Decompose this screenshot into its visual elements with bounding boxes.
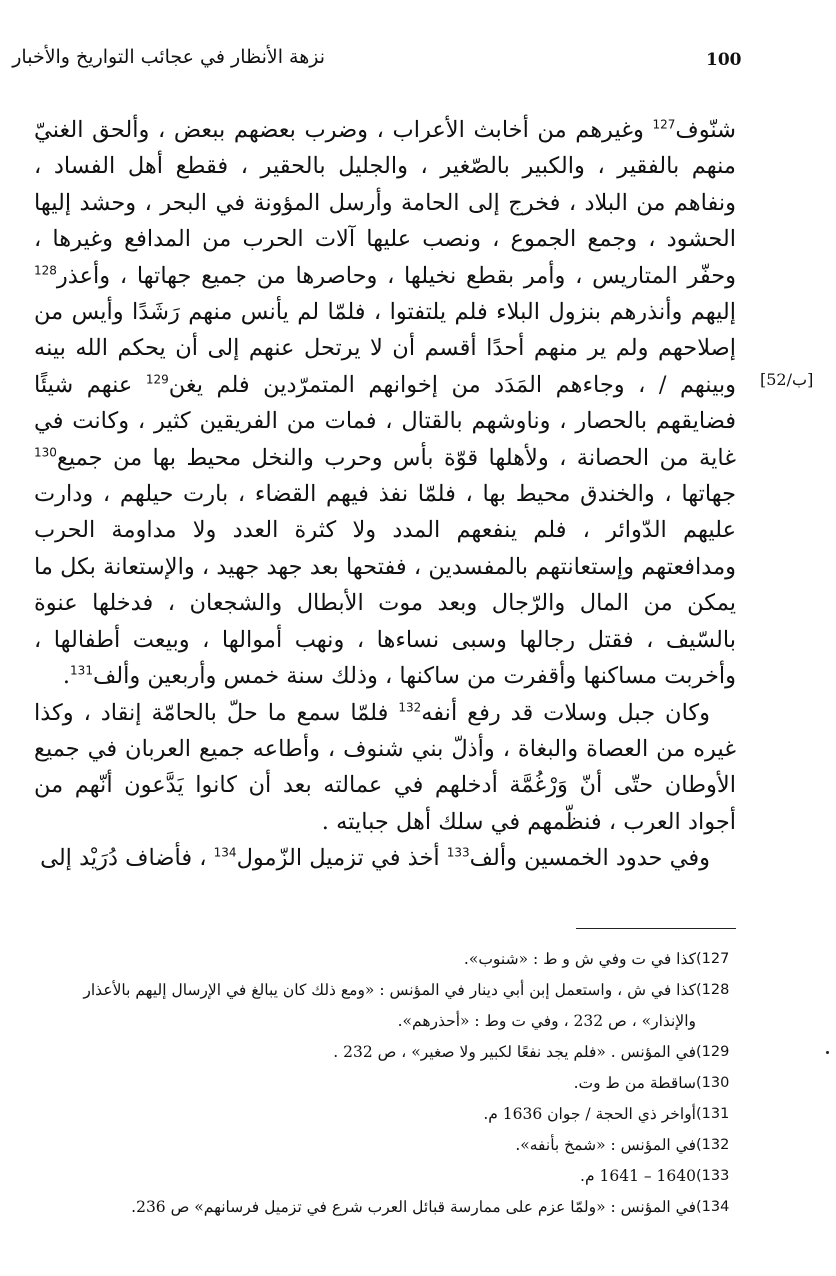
footnote-number: (132 xyxy=(696,1137,730,1153)
paragraph: وكان جبل وسلات قد رفع أنفه$^{132}$ فلمّا سمع ما حلّ بالحامّة إنقاد ، وكذا غيره من العصاة والبغاة ، وأذلّ بني شنوف ، وأطاعه جميع العربان في جميع الأوطان حتّى أنّ وَرْغُمَّة أدخلهم في عمالته بعد أن كانوا يَدَّعون أنّهم من أجواد العرب ، فنظّمهم في سلك أهل جبايته . xyxy=(34,699,736,835)
footnote-number: (130 xyxy=(696,1075,730,1091)
footnote-ref: 131 xyxy=(70,663,93,678)
footnote-ref: 128 xyxy=(34,263,57,278)
footnote-text: 1640 – 1641 م. xyxy=(580,1167,696,1185)
footnote-134 xyxy=(30,1192,740,1223)
footnote-128 xyxy=(30,975,740,1037)
footnote-127 xyxy=(30,944,740,975)
page-number: 100 xyxy=(706,50,742,70)
footnote-text: في المؤنس . «فلم يجد نفعًا لكبير ولا صغير» ، ص 232 . xyxy=(333,1043,696,1061)
footnotes xyxy=(30,944,740,1223)
footnote-ref: 132 xyxy=(398,700,422,714)
footnote-130 xyxy=(30,1068,740,1099)
footnote-number: (131 xyxy=(696,1106,730,1122)
footnote-number: (127 xyxy=(696,951,730,967)
page-header xyxy=(12,44,742,80)
footnote-ref: 130 xyxy=(34,445,57,460)
footnote-divider xyxy=(576,928,736,929)
footnote-text: كذا في ت وفي ش و ط : «شنوب». xyxy=(463,950,696,968)
footnote-ref: 134 xyxy=(213,845,237,860)
footnote-text: في المؤنس : «ولمّا عزم على ممارسة قبائل العرب شرع في تزميل فرسانهم» ص 236. xyxy=(131,1198,696,1216)
paragraph: شنّوف$^{127}$ وغيرهم من أخابث الأعراب ، وضرب بعضهم ببعض ، وألحق الغنيّ منهم بالفقير ، والكبير بالصّغير ، والجليل بالحقير ، فقطع أهل الفساد ، ونفاهم من البلاد ، فخرج إلى الحامة وأرسل المؤونة في البحر ، وحشد إليها الحشود ، وجمع الجموع ، ونصب عليها آلات الحرب من المدافع وغيرها ، وحفّر المتاريس ، وأمر بقطع نخيلها ، وحاصرها من جميع جهاتها ، وأعذر$^{128}$ إليهم وأنذرهم بنزول البلاء فلم يلتفتوا ، فلمّا لم يأنس منهم رَشَدًا وأيس من إصلاحهم ولم ير منهم أحدًا أقسم أن لا يرتحل عنهم إلى أن يحكم الله بينه وبينهم / ، وجاءهم المَدَد من إخوانهم المتمرّدين فلم يغن$^{129}$ عنهم شيئًا فضايقهم بالحصار ، وناوشهم بالقتال ، فمات من الفريقين كثير ، وكانت في غاية من الحصانة ، ولأهلها قوّة بأس وحرب والنخل محيط بها من جميع$^{130}$ جهاتها ، والخندق محيط بها ، فلمّا نفذ فيهم القضاء ، بارت حيلهم ، ودارت عليهم الدّوائر ، فلم ينفعهم المدد ولا كثرة العدد ولا مداومة الحرب ومدافعتهم وإستعانتهم بالمفسدين ، ففتحها بعد جهد جهيد ، والإستعانة بكل ما يمكن من المال والرّجال وبعد موت الأبطال والشجعان ، فدخلها عنوة بالسّيف ، فقتل رجالها وسبى نساءها ، ونهب أموالها ، وبيعت أطفالها ، وأخربت مساكنها وأقفرت من ساكنها ، وذلك سنة خمس وأربعين وألف$^{131}$. xyxy=(34,117,737,690)
paragraph: وفي حدود الخمسين وألف$^{133}$ أخذ في تزميل الزّمول$^{134}$ ، فأضاف دُرَيْد إلى xyxy=(40,845,710,872)
footnote-number: (129 xyxy=(696,1044,730,1060)
folio-marker: [52/ب] xyxy=(760,370,814,389)
running-title: نزهة الأنظار في عجائب التواريخ والأخبار xyxy=(12,46,325,68)
footnote-text: في المؤنس : «شمخ بأنفه». xyxy=(515,1136,696,1154)
footnote-ref: 133 xyxy=(446,845,470,860)
footnote-number: (134 xyxy=(696,1199,730,1215)
footnote-text: ساقطة من ط وت. xyxy=(573,1074,696,1092)
footnote-text: أواخر ذي الحجة / جوان 1636 م. xyxy=(483,1105,696,1123)
footnote-text: كذا في ش ، واستعمل إبن أبي دينار في المؤنس : «ومع ذلك كان يبالغ في الإرسال إليهم بالأعذار والإنذار» ، ص 232 ، وفي ت وط : «أحذرهم». xyxy=(83,981,696,1030)
stray-mark xyxy=(826,1051,829,1054)
footnote-ref: 129 xyxy=(145,372,169,387)
footnote-129 xyxy=(30,1037,740,1068)
main-text xyxy=(34,112,736,877)
footnote-133 xyxy=(30,1161,740,1192)
footnote-ref: 127 xyxy=(652,117,676,132)
footnote-number: (128 xyxy=(696,982,730,998)
footnote-131 xyxy=(30,1099,740,1130)
footnote-number: (133 xyxy=(696,1168,730,1184)
footnote-132 xyxy=(30,1130,740,1161)
